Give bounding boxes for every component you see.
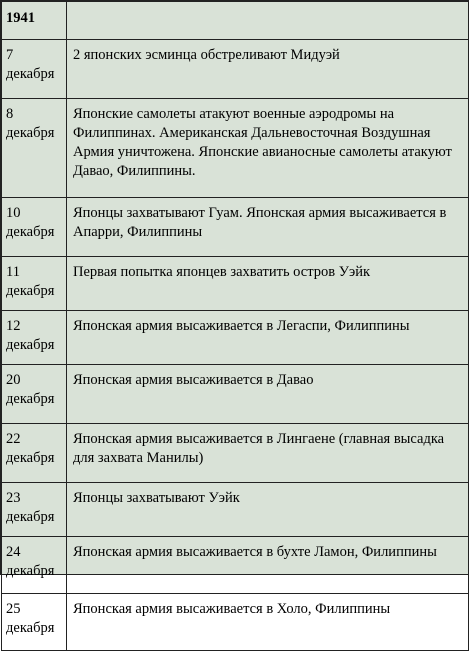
year-cell: 1941	[2, 2, 67, 40]
date-cell	[2, 365, 67, 424]
event-cell: Японцы захватывают Уэйк	[67, 483, 469, 537]
table-row	[2, 483, 469, 537]
date-month: декабря	[6, 66, 55, 82]
date-day: 22	[6, 431, 21, 447]
date-month: декабря	[6, 283, 55, 299]
date-month: декабря	[6, 337, 55, 353]
date-cell	[2, 483, 67, 537]
event-cell: Японская армия высаживается в Лингаене (главная высадка для захвата Манилы)	[67, 424, 469, 483]
table-row	[2, 537, 469, 594]
date-day: 12	[6, 318, 21, 334]
empty-header-cell	[67, 2, 469, 40]
date-month: декабря	[6, 224, 55, 240]
date-day: 25	[6, 601, 21, 617]
event-cell: Японская армия высаживается в бухте Ламон, Филиппины	[67, 537, 469, 594]
date-cell	[2, 198, 67, 257]
table-row	[2, 311, 469, 365]
date-month: декабря	[6, 509, 55, 525]
date-cell	[2, 99, 67, 198]
table-row	[2, 365, 469, 424]
event-cell: Японские самолеты атакуют военные аэродромы на Филиппинах. Американская Дальневосточная Воздушная Армия уничтожена. Японские авианосные самолеты атакуют Давао, Филиппины.	[67, 99, 469, 198]
table-header-row	[2, 2, 469, 40]
event-cell: 2 японских эсминца обстреливают Мидуэй	[67, 40, 469, 99]
date-month: декабря	[6, 620, 55, 636]
date-day: 23	[6, 490, 21, 506]
date-month: декабря	[6, 563, 55, 579]
date-cell	[2, 257, 67, 311]
event-cell: Японцы захватывают Гуам. Японская армия высаживается в Апарри, Филиппины	[67, 198, 469, 257]
event-cell: Первая попытка японцев захватить остров Уэйк	[67, 257, 469, 311]
date-cell	[2, 424, 67, 483]
event-cell: Японская армия высаживается в Давао	[67, 365, 469, 424]
table-row	[2, 99, 469, 198]
date-cell	[2, 537, 67, 594]
date-month: декабря	[6, 125, 55, 141]
date-month: декабря	[6, 450, 55, 466]
date-day: 11	[6, 264, 20, 280]
date-day: 7	[6, 47, 14, 63]
table-row	[2, 40, 469, 99]
date-cell	[2, 594, 67, 651]
table-row	[2, 198, 469, 257]
date-day: 24	[6, 544, 21, 560]
date-month: декабря	[6, 391, 55, 407]
date-day: 20	[6, 372, 21, 388]
date-day: 10	[6, 205, 21, 221]
chronology-table	[1, 1, 469, 651]
table-row	[2, 257, 469, 311]
event-cell: Японская армия высаживается в Холо, Филиппины	[67, 594, 469, 651]
date-day: 8	[6, 106, 14, 122]
event-cell: Японская армия высаживается в Легаспи, Филиппины	[67, 311, 469, 365]
date-cell	[2, 40, 67, 99]
table-row	[2, 594, 469, 651]
date-cell	[2, 311, 67, 365]
table-row	[2, 424, 469, 483]
